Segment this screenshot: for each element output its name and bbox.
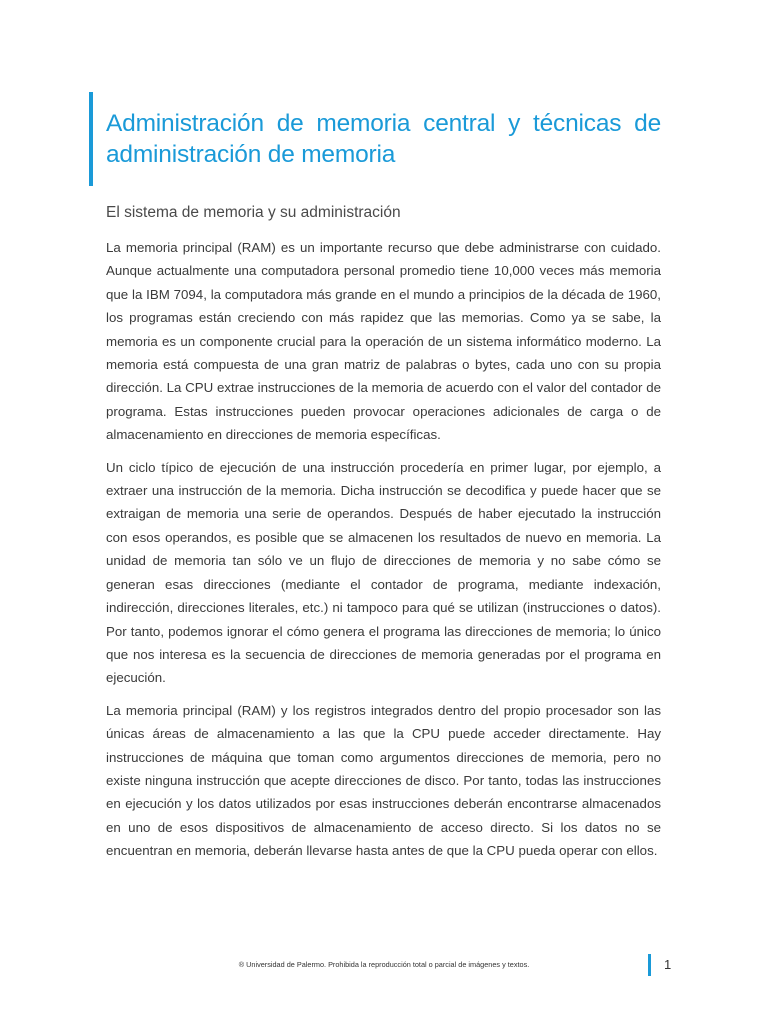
document-body: [106, 236, 661, 872]
page-number: 1: [664, 957, 672, 972]
body-paragraph-1: La memoria principal (RAM) es un importante recurso que debe administrarse con cuidado. Aunque actualmente una computadora personal promedio tiene 10,000 veces más memoria que la IBM 7094, la computadora más grande en el mundo a principios de la década de 1960, los programas están creciendo con más rapidez que las memorias. Como ya se sabe, la memoria es un componente crucial para la operación de un sistema informático moderno. La memoria está compuesta de una gran matriz de palabras o bytes, cada uno con su propia dirección. La CPU extrae instrucciones de la memoria de acuerdo con el valor del contador de programa. Estas instrucciones pueden provocar operaciones adicionales de carga o de almacenamiento en direcciones de memoria específicas.: [106, 240, 661, 443]
section-heading: El sistema de memoria y su administración: [106, 204, 401, 221]
title-accent-bar: [89, 92, 93, 186]
footer-copyright: ® Universidad de Palermo. Prohibida la reproducción total o parcial de imágenes y textos.: [238, 960, 530, 969]
body-paragraph-3: La memoria principal (RAM) y los registros integrados dentro del propio procesador son las únicas áreas de almacenamiento a las que la CPU puede acceder directamente. Hay instrucciones de máquina que toman como argumentos direcciones de memoria, pero no existe ninguna instrucción que acepte direcciones de disco. Por tanto, todas las instrucciones en ejecución y los datos utilizados por esas instrucciones deberán encontrarse almacenados en uno de esos dispositivos de almacenamiento de acceso directo. Si los datos no se encuentran en memoria, deberán llevarse hasta antes de que la CPU pueda operar con ellos.: [106, 702, 661, 859]
document-title: Administración de memoria central y técnicas de administración de memoria: [106, 110, 661, 168]
body-paragraph-2: Un ciclo típico de ejecución de una instrucción procedería en primer lugar, por ejemplo, a extraer una instrucción de la memoria. Dicha instrucción se decodifica y puede hacer que se extraigan de memoria una serie de operandos. Después de haber ejecutado la instrucción con esos operandos, es posible que se almacenen los resultados de nuevo en memoria. La unidad de memoria tan sólo ve un flujo de direcciones de memoria y no sabe cómo se generan esas direcciones (mediante el contador de programa, mediante indexación, indirección, direcciones literales, etc.) ni tampoco para qué se utilizan (instrucciones o datos). Por tanto, podemos ignorar el cómo genera el programa las direcciones de memoria; lo único que nos interesa es la secuencia de direcciones de memoria generadas por el programa en ejecución.: [106, 459, 661, 686]
page-number-accent-bar: [648, 954, 651, 976]
